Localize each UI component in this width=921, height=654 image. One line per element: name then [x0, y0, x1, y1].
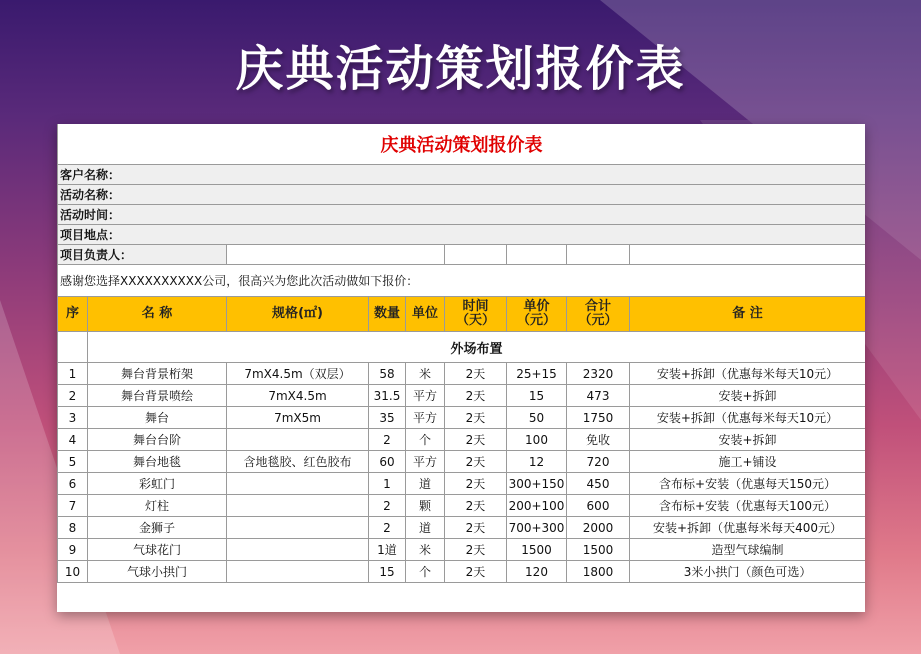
- header-total-line1: 合计: [584, 299, 611, 314]
- cell-unit: 道: [406, 473, 445, 495]
- header-total-line2: （元）: [578, 313, 618, 328]
- cell-unit: 颗: [406, 495, 445, 517]
- cell-time: 2天: [445, 451, 507, 473]
- cell-price: 12: [507, 451, 567, 473]
- cell-qty: 1道: [369, 539, 406, 561]
- cell-qty: 2: [369, 517, 406, 539]
- cell-unit: 米: [406, 363, 445, 385]
- header-qty: 数量: [369, 297, 406, 332]
- cell-unit: 平方: [406, 451, 445, 473]
- cell-time: 2天: [445, 539, 507, 561]
- header-price-line2: （元）: [516, 313, 556, 328]
- cell-qty: 35: [369, 407, 406, 429]
- cell-time: 2天: [445, 517, 507, 539]
- header-name: 名 称: [88, 297, 227, 332]
- header-price-line1: 单价: [523, 299, 550, 314]
- cell-seq: 10: [58, 561, 88, 583]
- header-spec: [227, 297, 369, 332]
- cell-time: 2天: [445, 429, 507, 451]
- cell-time: 2天: [445, 385, 507, 407]
- cell-name: 舞台台阶: [88, 429, 227, 451]
- header-seq: 序: [58, 297, 88, 332]
- table-row: [58, 517, 866, 539]
- event-name-label: 活动名称：: [58, 185, 866, 205]
- cell-spec: [227, 473, 369, 495]
- cell-seq: 9: [58, 539, 88, 561]
- cell-price: 15: [507, 385, 567, 407]
- header-total: [567, 297, 630, 332]
- cell-spec: [227, 539, 369, 561]
- cell-qty: 31.5: [369, 385, 406, 407]
- cell-note: 安装+拆卸: [630, 385, 866, 407]
- table-row: [58, 363, 866, 385]
- cell-seq: 8: [58, 517, 88, 539]
- cell-qty: 15: [369, 561, 406, 583]
- cell-total: 2320: [567, 363, 630, 385]
- header-price: [507, 297, 567, 332]
- cell-total: 2000: [567, 517, 630, 539]
- cell-note: 安装+拆卸（优惠每米每天10元）: [630, 363, 866, 385]
- table-header-row: [58, 297, 866, 332]
- cell-seq: 3: [58, 407, 88, 429]
- cell-spec: 7mX5m: [227, 407, 369, 429]
- cell-time: 2天: [445, 363, 507, 385]
- cell-spec: [227, 429, 369, 451]
- cell-total: 600: [567, 495, 630, 517]
- cell-price: 1500: [507, 539, 567, 561]
- cell-note: 含布标+安装（优惠每天150元）: [630, 473, 866, 495]
- cell-note: 施工+铺设: [630, 451, 866, 473]
- cell-note: 安装+拆卸（优惠每米每天400元）: [630, 517, 866, 539]
- cell-price: 300+150: [507, 473, 567, 495]
- cell-unit: 个: [406, 429, 445, 451]
- table-row: [58, 407, 866, 429]
- table-row: [58, 561, 866, 583]
- cell-unit: 个: [406, 561, 445, 583]
- table-row: [58, 451, 866, 473]
- cell-time: 2天: [445, 407, 507, 429]
- cell-price: 25+15: [507, 363, 567, 385]
- cell-time: 2天: [445, 561, 507, 583]
- table-row: [58, 473, 866, 495]
- cell-name: 气球花门: [88, 539, 227, 561]
- header-time-line2: （天）: [455, 313, 495, 328]
- cell-spec: 7mX4.5m: [227, 385, 369, 407]
- cell-seq: 4: [58, 429, 88, 451]
- project-manager-label: 项目负责人：: [58, 245, 227, 265]
- cell-seq: 6: [58, 473, 88, 495]
- cell-total: 473: [567, 385, 630, 407]
- cell-qty: 1: [369, 473, 406, 495]
- section-seq-cell: [58, 332, 88, 363]
- info-cell: [227, 245, 445, 265]
- cell-seq: 1: [58, 363, 88, 385]
- cell-price: 100: [507, 429, 567, 451]
- customer-name-label: 客户名称：: [58, 165, 866, 185]
- project-location-label: 项目地点：: [58, 225, 866, 245]
- sheet-title: 庆典活动策划报价表: [58, 124, 866, 165]
- cell-note: 含布标+安装（优惠每天100元）: [630, 495, 866, 517]
- cell-total: 免收: [567, 429, 630, 451]
- banner-title: 庆典活动策划报价表: [235, 41, 686, 97]
- cell-spec: [227, 495, 369, 517]
- cell-price: 200+100: [507, 495, 567, 517]
- cell-name: 彩虹门: [88, 473, 227, 495]
- table-row: [58, 495, 866, 517]
- cell-seq: 2: [58, 385, 88, 407]
- cell-spec: 7mX4.5m（双层）: [227, 363, 369, 385]
- info-cell: [445, 245, 507, 265]
- table-row: [58, 539, 866, 561]
- quote-table: [57, 124, 865, 583]
- cell-name: 灯柱: [88, 495, 227, 517]
- cell-total: 1800: [567, 561, 630, 583]
- header-spec-unit: (㎡): [298, 306, 323, 321]
- header-spec-label: 规格: [272, 306, 299, 321]
- header-unit: 单位: [406, 297, 445, 332]
- cell-name: 金狮子: [88, 517, 227, 539]
- cell-note: 安装+拆卸: [630, 429, 866, 451]
- cell-unit: 平方: [406, 407, 445, 429]
- cell-price: 700+300: [507, 517, 567, 539]
- info-cell: [630, 245, 866, 265]
- table-row: [58, 429, 866, 451]
- cell-spec: 含地毯胶、红色胶布: [227, 451, 369, 473]
- info-cell: [507, 245, 567, 265]
- header-note: 备 注: [630, 297, 866, 332]
- cell-qty: 2: [369, 495, 406, 517]
- cell-qty: 60: [369, 451, 406, 473]
- header-time: [445, 297, 507, 332]
- quote-sheet: [57, 124, 865, 612]
- cell-note: 造型气球编制: [630, 539, 866, 561]
- cell-time: 2天: [445, 473, 507, 495]
- cell-spec: [227, 517, 369, 539]
- cell-price: 50: [507, 407, 567, 429]
- cell-total: 1750: [567, 407, 630, 429]
- cell-unit: 米: [406, 539, 445, 561]
- cell-seq: 7: [58, 495, 88, 517]
- cell-price: 120: [507, 561, 567, 583]
- header-time-line1: 时间: [462, 299, 489, 314]
- cell-qty: 2: [369, 429, 406, 451]
- cell-total: 720: [567, 451, 630, 473]
- cell-name: 舞台背景桁架: [88, 363, 227, 385]
- cell-unit: 平方: [406, 385, 445, 407]
- table-row: [58, 385, 866, 407]
- cell-total: 1500: [567, 539, 630, 561]
- event-time-label: 活动时间：: [58, 205, 866, 225]
- cell-name: 气球小拱门: [88, 561, 227, 583]
- cell-time: 2天: [445, 495, 507, 517]
- cell-note: 安装+拆卸（优惠每米每天10元）: [630, 407, 866, 429]
- info-cell: [567, 245, 630, 265]
- cell-name: 舞台地毯: [88, 451, 227, 473]
- cell-total: 450: [567, 473, 630, 495]
- cell-name: 舞台: [88, 407, 227, 429]
- cell-qty: 58: [369, 363, 406, 385]
- intro-text: 感谢您选择XXXXXXXXXX公司，很高兴为您此次活动做如下报价：: [58, 265, 866, 297]
- cell-note: 3米小拱门（颜色可选）: [630, 561, 866, 583]
- cell-unit: 道: [406, 517, 445, 539]
- cell-seq: 5: [58, 451, 88, 473]
- cell-name: 舞台背景喷绘: [88, 385, 227, 407]
- section-title: 外场布置: [88, 332, 866, 363]
- cell-spec: [227, 561, 369, 583]
